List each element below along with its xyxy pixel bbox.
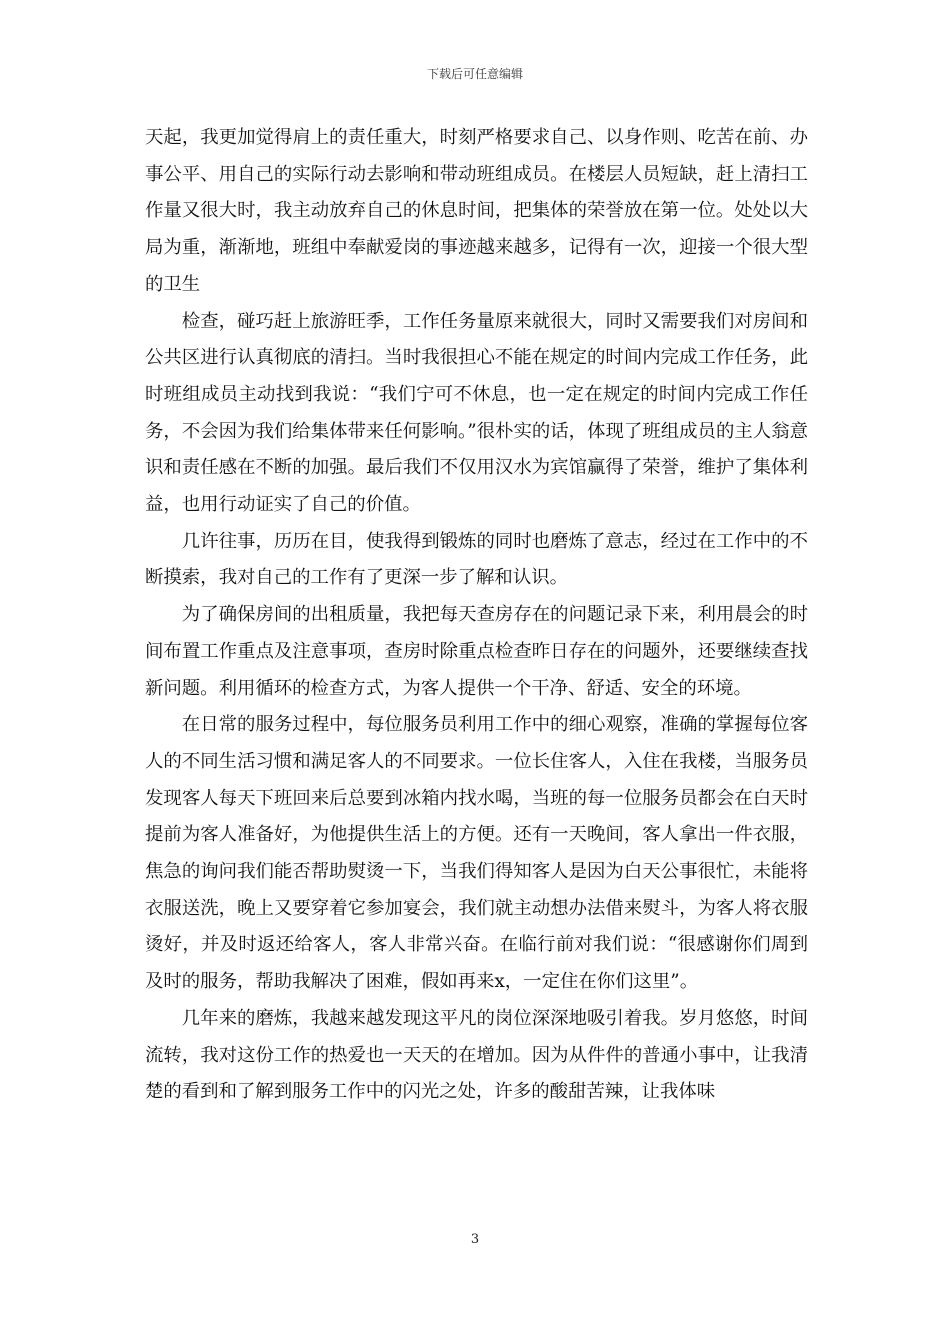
paragraph-4: 为了确保房间的出租质量，我把每天查房存在的问题记录下来，利用晨会的时间布置工作重点及注意事项，查房时除重点检查昨日存在的问题外，还要继续查找新问题。利用循环的检查方式，为客人提供一个干净、舒适、安全的环境。: [145, 604, 808, 699]
paragraph-5: 在日常的服务过程中，每位服务员利用工作中的细心观察，准确的掌握每位客人的不同生活习惯和满足客人的不同要求。一位长住客人，入住在我楼，当服务员发现客人每天下班回来后总要到冰箱内找水喝，当班的每一位服务员都会在白天时提前为客人准备好，为他提供生活上的方便。还有一天晚间，客人拿出一件衣服，焦急的询问我们能否帮助熨烫一下，当我们得知客人是因为白天公事很忙，未能将衣服送洗，晚上又要穿着它参加宴会，我们就主动想办法借来熨斗，为客人将衣服烫好，并及时返还给客人，客人非常兴奋。在临行前对我们说：“很感谢你们周到及时的服务，帮助我解决了困难，假如再来x，一定住在你们这里”。: [145, 714, 808, 993]
paragraph-6: 几年来的磨炼，我越来越发现这平凡的岗位深深地吸引着我。岁月悠悠，时间流转，我对这份工作的热爱也一天天的在增加。因为从件件的普通小事中，让我清楚的看到和了解到服务工作中的闪光之处，许多的酸甜苦辣，让我体味: [145, 1007, 808, 1103]
body-text: [145, 120, 808, 1111]
page-header: 下载后可任意编辑: [426, 67, 523, 81]
paragraph-3: 几许往事，历历在目，使我得到锻炼的同时也磨炼了意志，经过在工作中的不断摸索，我对自己的工作有了更深一步了解和认识。: [145, 530, 808, 589]
page-number: 3: [470, 1232, 480, 1247]
paragraph-1: 天起，我更加觉得肩上的责任重大，时刻严格要求自己、以身作则、吃苦在前、办事公平、用自己的实际行动去影响和带动班组成员。在楼层人员短缺，赶上清扫工作量又很大时，我主动放弃自己的休息时间，把集体的荣誉放在第一位。处处以大局为重，渐渐地，班组中奉献爱岗的事迹越来越多，记得有一次，迎接一个很大型的卫生: [145, 127, 808, 295]
paragraph-2: 检查，碰巧赶上旅游旺季，工作任务量原来就很大，同时又需要我们对房间和公共区进行认真彻底的清扫。当时我很担心不能在规定的时间内完成工作任务，此时班组成员主动找到我说：“我们宁可不休息，也一定在规定的时间内完成工作任务，不会因为我们给集体带来任何影响。”很朴实的话，体现了班组成员的主人翁意识和责任感在不断的加强。最后我们不仅用汉水为宾馆赢得了荣誉，维护了集体利益，也用行动证实了自己的价值。: [145, 310, 808, 516]
